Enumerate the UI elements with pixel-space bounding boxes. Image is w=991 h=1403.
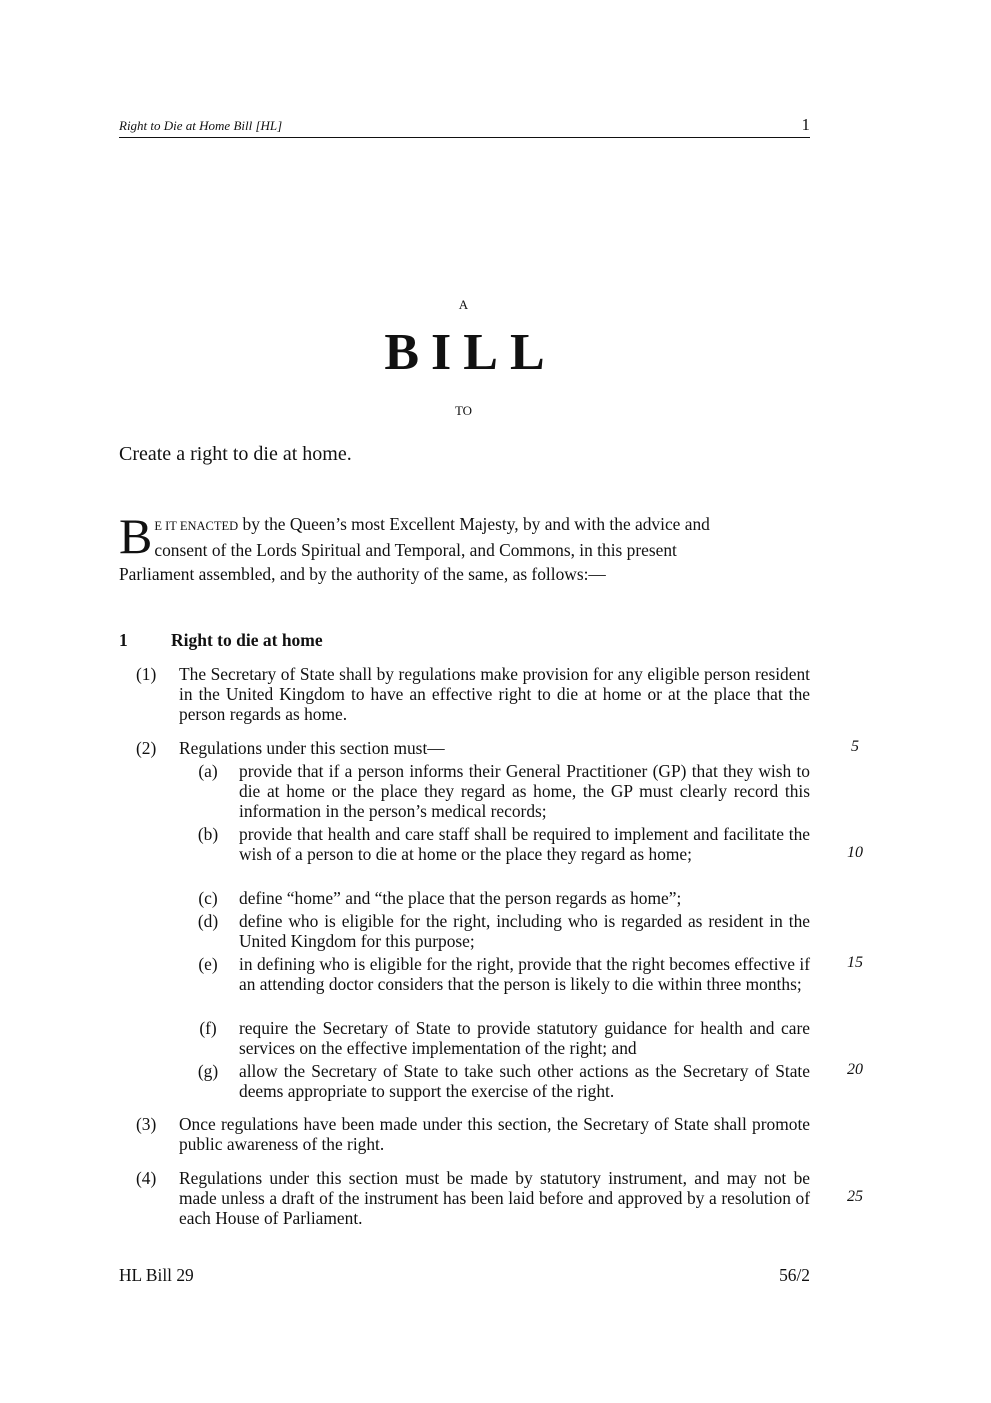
subsection-text: Regulations under this section must— [179,738,445,758]
enacting-line-1: by the Queen’s most Excellent Majesty, by and with the advice and [242,514,710,534]
subsection-number: (1) [136,664,157,684]
paragraph-number: (c) [198,888,218,908]
paragraph-text: require the Secretary of State to provide statutory guidance for health and care services on the effective implementation of the right; and [239,1018,810,1058]
enacting-formula [119,508,810,586]
header-rule [119,137,810,138]
section-title: Right to die at home [171,630,323,650]
footer-bill-reference: HL Bill 29 [119,1265,194,1285]
subsection-text: Regulations under this section must be made by statutory instrument, and may not be made unless a draft of the instrument has been laid before and approved by a resolution of each House of Parliament. [179,1168,810,1228]
enacting-line-3: Parliament assembled, and by the authority of the same, as follows:— [119,564,606,584]
line-number: 20 [847,1061,863,1078]
running-header-title: Right to Die at Home Bill [HL] [119,118,283,133]
bill-to: TO [454,403,473,418]
paragraph-number: (f) [199,1018,217,1038]
paragraph-text: define who is eligible for the right, including who is regarded as resident in the United Kingdom for this purpose; [239,911,810,951]
subsection-number: (4) [136,1168,157,1188]
paragraph-text: provide that if a person informs their General Practitioner (GP) that they wish to die at home or the place they regard as home, the GP must clearly record this information in the person’s medical records; [239,761,810,821]
long-title: Create a right to die at home. [119,443,352,465]
section-number: 1 [119,630,128,650]
line-number: 10 [847,844,863,861]
footer-session-reference: 56/2 [779,1265,810,1285]
line-number: 15 [847,954,863,971]
paragraph-text: provide that health and care staff shall be required to implement and facilitate the wish of a person to die at home or the place they regard as home; [239,824,810,864]
subsection-text: Once regulations have been made under this section, the Secretary of State shall promote public awareness of the right. [179,1114,810,1154]
paragraph-text: in defining who is eligible for the right, provide that the right becomes effective if an attending doctor considers that the person is likely to die within three months; [239,954,810,994]
bill-article: A [458,297,469,312]
page-number: 1 [801,115,810,134]
subsection-number: (2) [136,738,157,758]
paragraph-number: (d) [197,911,219,931]
section-heading [119,630,323,651]
enacting-line-2: consent of the Lords Spiritual and Temporal, and Commons, in this present [154,540,677,560]
paragraph-number: (e) [198,954,218,974]
paragraph-number: (g) [197,1061,219,1081]
line-number: 5 [851,738,859,755]
line-number: 25 [847,1188,863,1205]
paragraph-text: allow the Secretary of State to take such other actions as the Secretary of State deems appropriate to support the exercise of the right. [239,1061,810,1101]
enacting-smallcaps: E IT ENACTED [154,519,239,533]
subsection-text: The Secretary of State shall by regulations make provision for any eligible person resident in the United Kingdom to have an effective right to die at home or at the place that the person regards as home. [179,664,810,724]
subsection-number: (3) [136,1114,157,1134]
bill-title: BILL [384,324,557,381]
paragraph-number: (b) [197,824,219,844]
paragraph-text: define “home” and “the place that the person regards as home”; [239,888,682,908]
paragraph-number: (a) [198,761,218,781]
drop-cap: B [119,508,153,564]
